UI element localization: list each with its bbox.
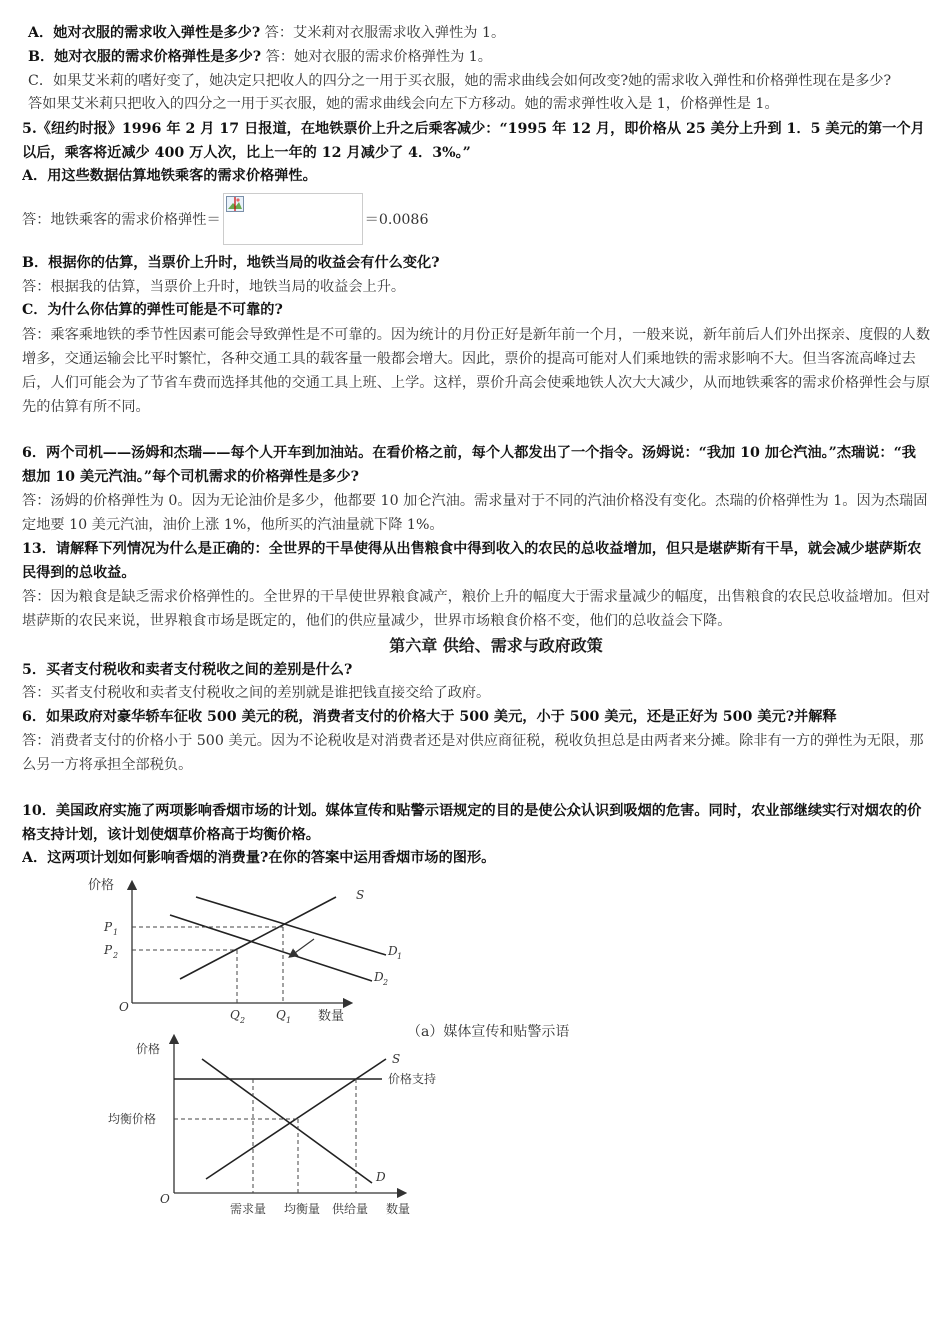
figure-a-caption: （a）媒体宣传和贴警示语 (407, 1023, 570, 1040)
figure-b-supply-label: S (392, 1051, 401, 1066)
question-13-drought: 13．请解释下列情况为什么是正确的：全世界的干旱使得从出售粮食中得到收入的农民的总收益增加，但只是堪萨斯有干旱，就会减少堪萨斯农民得到的总收益。 (22, 540, 922, 581)
formula-image-placeholder (223, 193, 363, 245)
answer-5c: 答：乘客乘地铁的季节性因素可能会导致弹性是不可靠的。因为统计的月份正好是新年前一个月，一般来说，新年前后人们外出探亲、度假的人数增多，交通运输会比平时繁忙，各种交通工具的载客量一般都会增大。因此，票价的提高可能对人们乘地铁的需求影响不大。但当客流高峰过去后，人们可能会为了节省车费而选择其他的交通工具上班、上学。这样，票价升高会使乘地铁人次大大减少，从而地铁乘客的需求价格弹性会与原先的估算有所不同。 (22, 326, 931, 415)
figure-b-qe-label: 均衡量 (284, 1201, 321, 1216)
document-page (22, 22, 930, 1221)
question-b-price-elasticity: B．她对衣服的需求价格弹性是多少? (28, 48, 262, 65)
figure-a-supply-curve (180, 897, 336, 979)
figure-b-qs-label: 供给量 (332, 1201, 369, 1216)
figures (22, 871, 930, 1221)
question-a-income-elasticity: A．她对衣服的需求收入弹性是多少? (28, 25, 261, 41)
figure-a-q1-label: Q (276, 1007, 286, 1022)
question-5c: C．为什么你估算的弹性可能是不可靠的? (22, 302, 283, 318)
chapter6-answer-5: 答：买者支付税收和卖者支付税收之间的差别就是谁把钱直接交给了政府。 (22, 685, 491, 701)
chapter6-question-5: 5．买者支付税收和卖者支付税收之间的差别是什么? (22, 661, 353, 678)
chapter6-question-10a: A．这两项计划如何影响香烟的消费量?在你的答案中运用香烟市场的图形。 (22, 850, 496, 866)
figure-a-shift-arrow (292, 939, 314, 955)
answer-5a-formula (22, 190, 930, 248)
chapter6-question-10: 10．美国政府实施了两项影响香烟市场的计划。媒体宣传和贴警示语规定的目的是使公众认识到吸烟的危害。同时，农业部继续实行对烟农的价格支持计划，该计划使烟草价格高于均衡价格。 (22, 803, 922, 843)
figure-a-x-label: 数量 (318, 1008, 345, 1024)
answer-13-drought: 答：因为粮食是缺乏需求价格弹性的。全世界的干旱使世界粮食减产，粮价上升的幅度大于需求量减少的幅度，出售粮食的农民总收益增加。但对堪萨斯的农民来说，世界粮食市场是既定的，他们的供应量减少，世界市场粮食价格不变，他们的总收益会下降。 (22, 588, 931, 629)
figure-b-qd-label: 需求量 (230, 1201, 267, 1216)
figure-a-d2-label: D (374, 969, 384, 984)
figure-a-d2-sub: 2 (383, 977, 389, 987)
figure-a-p2-sub: 2 (113, 950, 119, 960)
figure-a-origin: O (119, 999, 129, 1014)
figure-a-media-campaign (86, 875, 406, 1025)
figure-a-q2-label: Q (230, 1007, 240, 1022)
figure-a-p1-label: P (104, 919, 113, 934)
figure-a-supply-label: S (356, 887, 365, 902)
question-5-subway: 5.《纽约时报》1996 年 2 月 17 日报道，在地铁票价上升之后乘客减少：“1995 年 12 月，即价格从 25 美分上升到 1．5 美元的第一个月以后，乘客将近减少 400 万人次，比上一年的 12 月减少了 4．3%。” (22, 120, 925, 161)
figure-a-d1-label: D (388, 943, 398, 958)
question-5b: B．根据你的估算，当票价上升时，地铁当局的收益会有什么变化? (22, 255, 440, 271)
figure-a-q2-sub: 2 (240, 1015, 246, 1025)
line-q-a (22, 22, 930, 46)
figure-a-demand-d1 (196, 897, 386, 955)
broken-image-icon (226, 196, 244, 212)
formula-prefix: 答：地铁乘客的需求价格弹性＝ (22, 212, 221, 228)
figure-a-p2-label: P (104, 942, 113, 957)
figure-b-y-label: 价格 (136, 1041, 161, 1056)
figure-a-y-label: 价格 (88, 877, 115, 893)
line-q-b (22, 46, 930, 70)
figure-b-price-support (102, 1033, 442, 1219)
chapter6-question-6: 6．如果政府对豪华轿车征收 500 美元的税，消费者支付的价格大于 500 美元，小于 500 美元，还是正好为 500 美元?并解释 (22, 708, 837, 725)
question-c-tastes: C．如果艾米莉的嗜好变了，她决定只把收人的四分之一用于买衣服，她的需求曲线会如何改变?她的需求收入弹性和价格弹性现在是多少? (28, 73, 892, 89)
answer-a-income-elasticity: 答：艾米莉对衣服需求收入弹性为 1。 (264, 25, 506, 41)
figure-b-origin: O (160, 1191, 170, 1206)
answer-5b: 答：根据我的估算，当票价上升时，地铁当局的收益会上升。 (22, 278, 406, 295)
chapter-title: 第六章 供给、需求与政府政策 (389, 635, 603, 655)
chapter6-answer-6: 答：消费者支付的价格小于 500 美元。因为不论税收是对消费者还是对供应商征税，税收负担总是由两者来分摊。除非有一方的弹性为无限，那么另一方将承担全部税负。 (22, 733, 924, 773)
figure-a-q1-sub: 1 (286, 1015, 292, 1025)
figure-b-price-support-label: 价格支持 (388, 1071, 437, 1086)
figure-a-demand-d2 (170, 915, 372, 981)
question-6-drivers: 6．两个司机——汤姆和杰瑞——每个人开车到加油站。在看价格之前，每个人都发出了一个指令。汤姆说：“我加 10 加仑汽油。”杰瑞说：“我想加 10 美元汽油。”每个司机需求的价格弹性是多少? (22, 444, 916, 485)
answer-b-price-elasticity: 答：她对衣服的需求价格弹性为 1。 (265, 48, 492, 65)
figure-a-d1-sub: 1 (397, 951, 403, 961)
figure-b-demand-label: D (376, 1169, 386, 1184)
formula-suffix: ＝0.0086 (364, 212, 429, 228)
question-5a: A．用这些数据估算地铁乘客的需求价格弹性。 (22, 167, 317, 184)
answer-6-drivers: 答：汤姆的价格弹性为 0。因为无论油价是多少，他都要 10 加仑汽油。需求量对于不同的汽油价格没有变化。杰瑞的价格弹性为 1。因为杰瑞固定地要 10 美元汽油，油价上涨 1%，他所买的汽油量就下降 1%。 (22, 492, 928, 533)
figure-b-eq-price-label: 均衡价格 (108, 1111, 157, 1126)
figure-b-x-label: 数量 (386, 1201, 411, 1216)
figure-a-p1-sub: 1 (113, 927, 119, 937)
answer-c-tastes: 答如果艾米莉只把收入的四分之一用于买衣服，她的需求曲线会向左下方移动。她的需求弹性收入是 1，价格弹性是 1。 (28, 96, 779, 112)
